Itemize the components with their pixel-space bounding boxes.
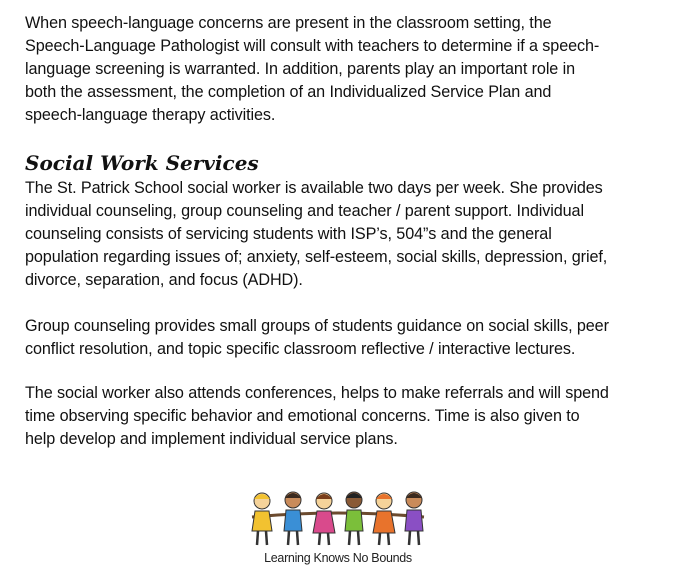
- child-figure: [345, 492, 363, 545]
- child-body: [373, 511, 395, 533]
- text-line: population regarding issues of; anxiety, self-esteem, social skills, depression, grief,: [25, 248, 608, 266]
- text-line: Speech-Language Pathologist will consult with teachers to determine if a speech-: [25, 37, 600, 55]
- children-holding-hands-icon: [238, 487, 438, 549]
- text-line: individual counseling, group counseling and teacher / parent support. Individual: [25, 202, 584, 220]
- text-line: time observing specific behavior and emotional concerns. Time is also given to: [25, 407, 580, 425]
- section-heading-social-work: Social Work Services: [25, 151, 259, 175]
- text-line: language screening is warranted. In addition, parents play an important role in: [25, 60, 576, 78]
- child-figure: [405, 492, 423, 545]
- group-counseling-paragraph: [25, 315, 675, 361]
- child-figure: [284, 492, 302, 545]
- social-worker-paragraph: [25, 177, 675, 292]
- text-line: help develop and implement individual service plans.: [25, 430, 398, 448]
- text-line: The social worker also attends conferences, helps to make referrals and will spend: [25, 384, 609, 402]
- conferences-paragraph: [25, 382, 675, 451]
- text-line: Group counseling provides small groups of students guidance on social skills, peer: [25, 317, 609, 335]
- speech-language-paragraph: [25, 12, 675, 127]
- child-body: [284, 510, 302, 531]
- text-line: The St. Patrick School social worker is available two days per week. She provides: [25, 179, 603, 197]
- text-line: divorce, separation, and focus (ADHD).: [25, 271, 303, 289]
- child-body: [252, 511, 272, 531]
- child-body: [313, 511, 335, 533]
- child-figure: [373, 493, 395, 545]
- text-line: both the assessment, the completion of an Individualized Service Plan and: [25, 83, 552, 101]
- child-body: [345, 510, 363, 531]
- child-body: [405, 510, 423, 531]
- school-logo: [238, 487, 438, 575]
- logo-tagline: Learning Knows No Bounds: [264, 551, 412, 565]
- text-line: counseling consists of servicing students with ISP’s, 504”s and the general: [25, 225, 552, 243]
- text-line: When speech-language concerns are present in the classroom setting, the: [25, 14, 552, 32]
- child-figure: [313, 493, 335, 545]
- child-figure: [252, 493, 272, 545]
- text-line: conflict resolution, and topic specific classroom reflective / interactive lectures.: [25, 340, 576, 358]
- text-line: speech-language therapy activities.: [25, 106, 276, 124]
